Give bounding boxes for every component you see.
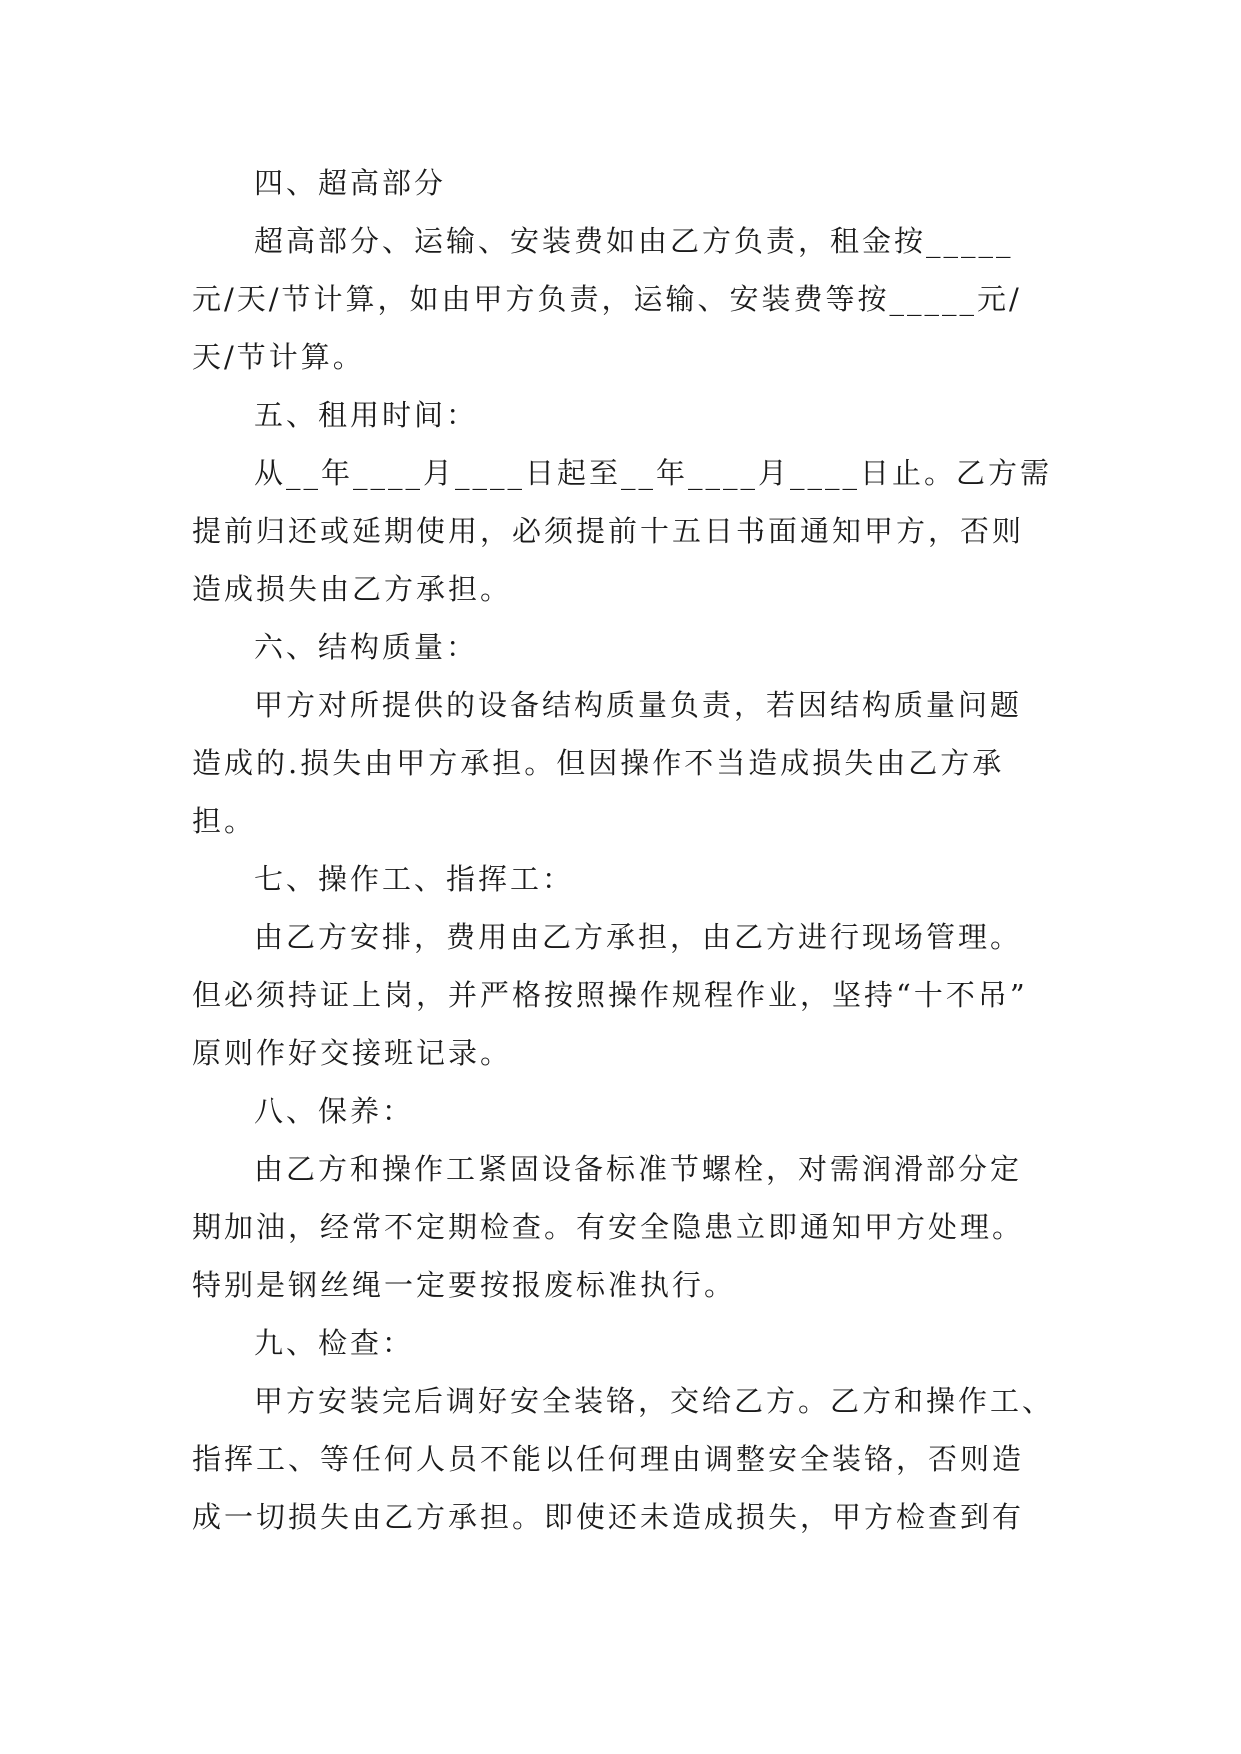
- paragraph-line: 造成的.损失由甲方承担。但因操作不当造成损失由乙方承: [192, 746, 1005, 780]
- paragraph-line: 从__年____月____日起至__年____月____日止。乙方需: [254, 456, 1053, 490]
- paragraph-line: 原则作好交接班记录。: [192, 1036, 513, 1070]
- paragraph-line: 由乙方安排，费用由乙方承担，由乙方进行现场管理。: [254, 920, 1023, 954]
- paragraph-line: 甲方安装完后调好安全装铬，交给乙方。乙方和操作工、: [254, 1384, 1055, 1418]
- paragraph-line: 甲方对所提供的设备结构质量负责，若因结构质量问题: [254, 688, 1023, 722]
- paragraph-line: 指挥工、等任何人员不能以任何理由调整安全装铬，否则造: [192, 1442, 1025, 1476]
- paragraph-line: 超高部分、运输、安装费如由乙方负责，租金按_____: [254, 224, 1014, 258]
- section-heading-5: 五、租用时间：: [254, 398, 479, 432]
- section-heading-9: 九、检查：: [254, 1326, 415, 1360]
- paragraph-line: 提前归还或延期使用，必须提前十五日书面通知甲方，否则: [192, 514, 1025, 548]
- paragraph-line: 元/天/节计算，如由甲方负责，运输、安装费等按_____元/: [192, 282, 1022, 316]
- document-body: [192, 154, 1060, 1546]
- paragraph-line: 期加油，经常不定期检查。有安全隐患立即通知甲方处理。: [192, 1210, 1025, 1244]
- paragraph-line: 担。: [192, 804, 257, 838]
- section-heading-6: 六、结构质量：: [254, 630, 479, 664]
- paragraph-line: 由乙方和操作工紧固设备标准节螺栓，对需润滑部分定: [254, 1152, 1023, 1186]
- paragraph-line: 天/节计算。: [192, 340, 365, 374]
- paragraph-line: 成一切损失由乙方承担。即使还未造成损失，甲方检查到有: [192, 1500, 1025, 1534]
- section-heading-8: 八、保养：: [254, 1094, 415, 1128]
- paragraph-line: 造成损失由乙方承担。: [192, 572, 513, 606]
- section-heading-4: 四、超高部分: [254, 166, 447, 200]
- paragraph-line: 但必须持证上岗，并严格按照操作规程作业，坚持“十不吊”: [192, 978, 1028, 1012]
- paragraph-line: 特别是钢丝绳一定要按报废标准执行。: [192, 1268, 737, 1302]
- section-heading-7: 七、操作工、指挥工：: [254, 862, 575, 896]
